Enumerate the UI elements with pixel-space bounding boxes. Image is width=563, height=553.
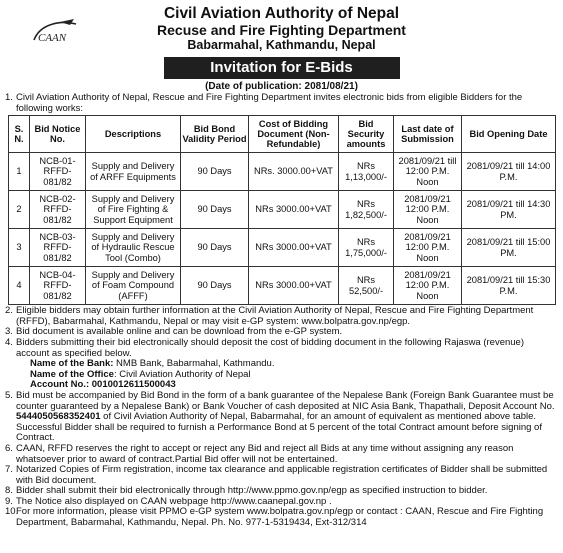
org-name: Civil Aviation Authority of Nepal: [163, 5, 400, 22]
logo-text: CAAN: [38, 32, 67, 44]
item-text: For more information, please visit PPMO e-GP system www.bolpatra.gov.np/egp or contact : CAAN, Rescue and Fire Fighting Department, Babarmahal, Kathmandu, Nepal. Ph. No. 977-1-5319434, Ext-312/314: [16, 506, 544, 529]
table-cell: NRs 1,75,000/-: [339, 229, 394, 267]
item-number: 6.: [5, 442, 13, 454]
table-cell: 2081/09/21 till 14:30 PM.: [462, 191, 556, 229]
table-cell: NRs 3000.00+VAT: [249, 267, 339, 305]
table-cell: NCB-04-RFFD-081/82: [30, 267, 86, 305]
list-item: [4, 306, 559, 327]
item-text: Notarized Copies of Firm registration, income tax clearance and applicable registration certificates of Bidder shall be submitted with Bid document.: [16, 464, 548, 486]
office-name-label: Name of the Office: [30, 368, 114, 380]
table-cell: NRs 52,500/-: [339, 267, 394, 305]
table-cell: NCB-01-RFFD-081/82: [30, 153, 86, 191]
table-cell: 2081/09/21 till 15:00 PM.: [462, 229, 556, 267]
table-cell: 2081/09/21 12:00 P.M. Noon: [394, 229, 462, 267]
table-row: [9, 191, 556, 229]
item-text: CAAN, RFFD reserves the right to accept or reject any Bid and reject all Bids at any time without assigning any reason whatsoever prior to award of contract.Partial Bid offer will not be entertained.: [16, 442, 514, 465]
table-cell: NRs 3000.00+VAT: [249, 229, 339, 267]
table-cell: NRs 1,82,500/-: [339, 191, 394, 229]
table-cell: Supply and Delivery of Hydraulic Rescue Tool (Combo): [86, 229, 181, 267]
table-cell: 1: [9, 153, 30, 191]
table-cell: NRs 3000.00+VAT: [249, 191, 339, 229]
column-header: Descriptions: [86, 116, 181, 153]
table-cell: 2081/09/21 till 12:00 P.M. Noon: [394, 153, 462, 191]
table-cell: 90 Days: [181, 267, 249, 305]
item-number: 8.: [5, 485, 13, 497]
dept-name: Recuse and Fire Fighting Department: [157, 22, 406, 38]
item-number: 7.: [5, 464, 13, 476]
table-cell: 2081/09/21 till 14:00 P.M.: [462, 153, 556, 191]
item-number: 10.: [5, 506, 19, 518]
item-text: Bidders submitting their bid electronically should deposit the cost of bidding document in the following Rajaswa (revenue) account as specified below.: [16, 336, 525, 359]
list-item: [4, 507, 559, 528]
item-number: 2.: [5, 305, 13, 317]
table-cell: NRs. 3000.00+VAT: [249, 153, 339, 191]
office-name-value: : Civil Aviation Authority of Nepal: [113, 368, 251, 380]
notice-page: [4, 2, 559, 549]
item-number: 5.: [5, 389, 13, 401]
item-text: Bidder shall submit their bid electronically through http://www.ppmo.gov.np/egp as specified instruction to bidder.: [16, 485, 488, 497]
table-cell: 2081/09/21 12:00 P.M. Noon: [394, 191, 462, 229]
item-text: The Notice also displayed on CAAN webpage http://www.caanepal.gov.np .: [16, 495, 332, 507]
caan-logo-icon: [30, 16, 80, 46]
table-cell: 90 Days: [181, 229, 249, 267]
item-number: 1.: [5, 92, 13, 103]
intro-paragraph: [4, 93, 559, 114]
bank-name-value: NMB Bank, Babarmahal, Kathmandu.: [113, 358, 275, 370]
table-cell: NCB-02-RFFD-081/82: [30, 191, 86, 229]
table-header-row: [9, 116, 556, 153]
table-row: [9, 153, 556, 191]
page-title: Invitation for E-Bids: [164, 57, 400, 79]
table-cell: 3: [9, 229, 30, 267]
item-text: Eligible bidders may obtain further information at the Civil Aviation Authority of Nepal, Rescue and Fire Fighting Department (RFFD), Babarmahal, Kathmandu, Nepal or may visit e-GP system: www.bolpatra.gov.np/egp.: [16, 305, 534, 327]
column-header: Bid Notice No.: [30, 116, 86, 153]
column-header: Bid Opening Date: [462, 116, 556, 153]
table-cell: 2: [9, 191, 30, 229]
item-number: 9.: [5, 495, 13, 507]
deposit-account-number: 5444050568352401: [16, 411, 101, 423]
item-text: Bid document is available online and can be download from the e-GP system.: [16, 326, 343, 338]
bids-table: [8, 115, 556, 305]
list-item: [4, 465, 559, 486]
table-cell: 2081/09/21 till 15:30 P.M.: [462, 267, 556, 305]
table-cell: 90 Days: [181, 153, 249, 191]
item-number: 3.: [5, 326, 13, 338]
table-cell: Supply and Delivery of ARFF Equipments: [86, 153, 181, 191]
item-number: 4.: [5, 336, 13, 348]
item-text: of Civil Aviation Authority of Nepal, Babarmahal, for an amount of equivalent as mentioned above table. Successful Bidder shall be required to furnish a Performance Bond at 5 percent of the total Contract amount before signing of Contract.: [16, 411, 542, 444]
table-cell: NCB-03-RFFD-081/82: [30, 229, 86, 267]
account-number-label: Account No.: [30, 379, 86, 391]
table-cell: Supply and Delivery of Foam Compound (AFFF): [86, 267, 181, 305]
column-header: S. N.: [9, 116, 30, 153]
list-item: [4, 444, 559, 465]
table-cell: 2081/09/21 12:00 P.M. Noon: [394, 267, 462, 305]
column-header: Bid Bond Validity Period: [181, 116, 249, 153]
column-header: Last date of Submission: [394, 116, 462, 153]
account-number-value: : 0010012611500043: [85, 379, 176, 391]
org-address: Babarmahal, Kathmandu, Nepal: [187, 38, 376, 52]
column-header: Cost of Bidding Document (Non-Refundable): [249, 116, 339, 153]
table-cell: 4: [9, 267, 30, 305]
table-cell: 90 Days: [181, 191, 249, 229]
notice-header: [4, 2, 559, 54]
list-item: [4, 338, 559, 359]
table-cell: NRs 1,13,000/-: [339, 153, 394, 191]
list-item: [4, 391, 559, 444]
table-cell: Supply and Delivery of Fire Fighting & Support Equipment: [86, 191, 181, 229]
item-text: Bid must be accompanied by Bid Bond in the form of a bank guarantee of the Nepalese Bank (Foreign Bank Guarantee must be counter guaranteed by a Nepalese Bank) or Bank Voucher of cash deposited at NIC Asia Bank, Thapathali, Deposit Account No.: [16, 389, 555, 412]
bank-name-label: Name of the Bank:: [30, 358, 114, 370]
table-row: [9, 229, 556, 267]
publication-date: (Date of publication: 2081/08/21): [205, 81, 358, 92]
column-header: Bid Security amounts: [339, 116, 394, 153]
item-text: Civil Aviation Authority of Nepal, Rescue and Fire Fighting Department invites electronic bids from eligible Bidders for the following works:: [16, 92, 523, 114]
table-row: [9, 267, 556, 305]
